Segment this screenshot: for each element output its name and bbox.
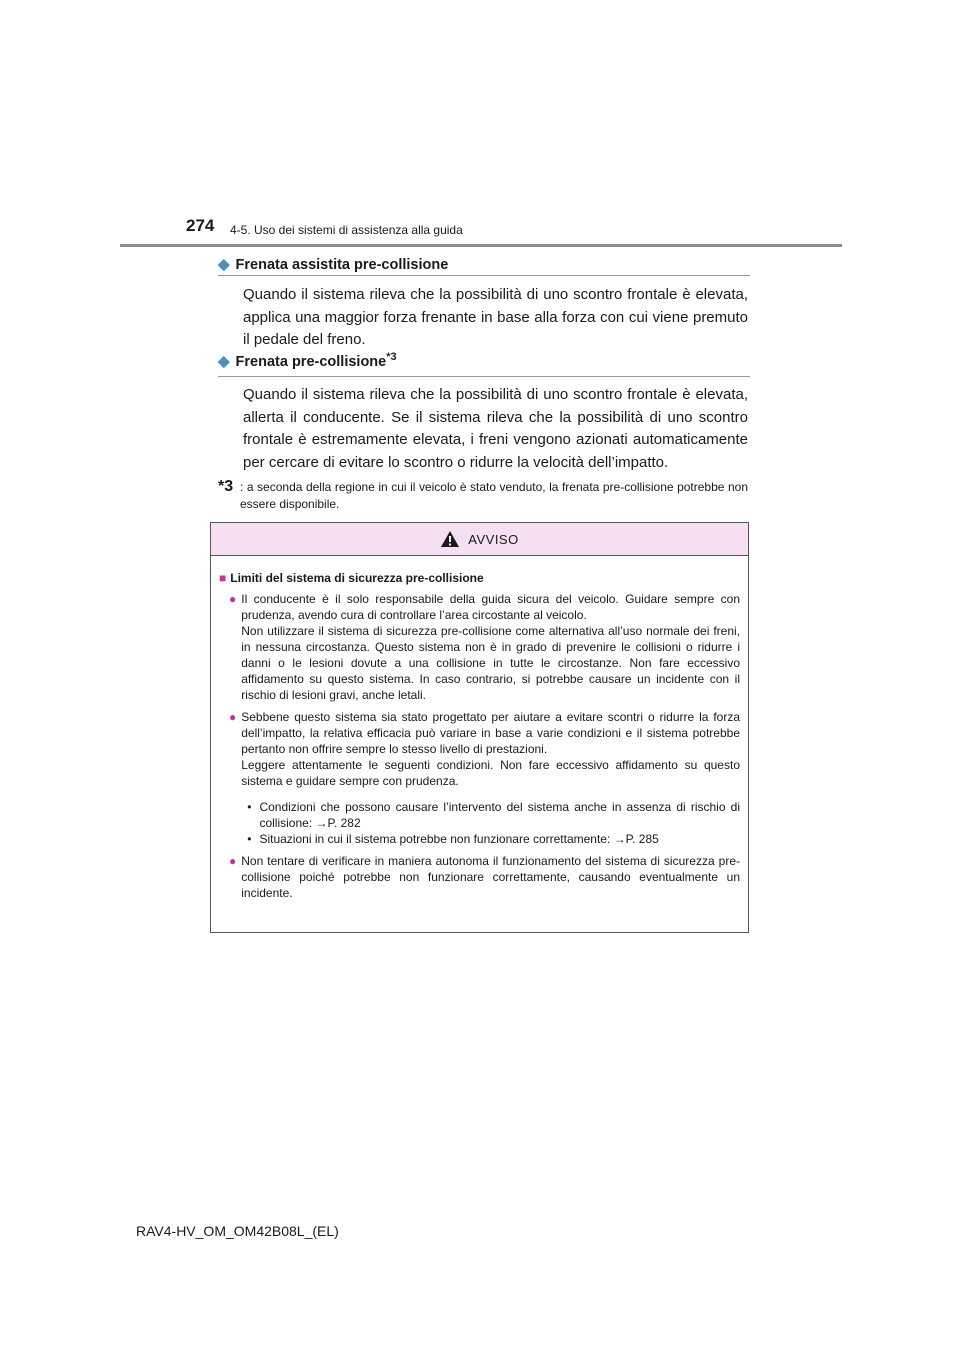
- warning-item: [229, 709, 740, 847]
- section-heading: [218, 352, 750, 370]
- circle-bullet-icon: ●: [229, 710, 237, 724]
- section-title: 4-5. Uso dei sistemi di assistenza alla guida: [230, 223, 463, 237]
- bullet-text: Condizioni che possono causare l’intervento del sistema anche in assenza di rischio di collisione: →P. 282: [259, 800, 740, 830]
- heading-rule: [218, 376, 750, 377]
- bullet-text: Situazioni in cui il sistema potrebbe non funzionare correttamente: →P. 285: [259, 832, 659, 846]
- warning-paragraph: Non utilizzare il sistema di sicurezza pre-collisione come alternativa all’uso normale dei freni, in nessuna circostanza. Questo sistema non è in grado di prevenire le collisioni o ridurre i danni o le lesioni dovute a una collisione in tutte le circostanze. Non fare eccessivo affidamento su questo sistema. In caso contrario, si potrebbe causare un incidente con il rischio di lesioni gravi, anche letali.: [241, 624, 740, 702]
- warning-title: AVVISO: [468, 531, 519, 547]
- warning-paragraph: Leggere attentamente le seguenti condizioni. Non fare eccessivo affidamento su questo sistema e guidare sempre con prudenza.: [241, 758, 740, 788]
- square-bullet-icon: ■: [219, 571, 227, 585]
- warning-item-text: [241, 709, 740, 847]
- warning-subheading-label: Limiti del sistema di sicurezza pre-collisione: [230, 571, 484, 585]
- section-body: Quando il sistema rileva che la possibilità di uno scontro frontale è elevata, applica una maggior forza frenante in base alla forza con cui viene premuto il pedale del freno.: [243, 286, 748, 348]
- warning-paragraph: Il conducente è il solo responsabile della guida sicura del veicolo. Guidare sempre con prudenza, avendo cura di controllare l’area circostante al veicolo.: [241, 592, 740, 622]
- warning-header: [211, 523, 748, 556]
- warning-item-text: [241, 591, 740, 703]
- heading-rule: [218, 275, 750, 276]
- page-number: 274: [186, 216, 215, 235]
- section-body: Quando il sistema rileva che la possibilità di uno scontro frontale è elevata, allerta il conducente. Se il sistema rileva che la possibilità di uno scontro frontale è estremamente elevata, i freni vengono azionati automaticamente per cercare di evitare lo scontro o ridurre la velocità dell’impatto.: [243, 386, 748, 471]
- warning-subheading: [219, 570, 740, 586]
- section-heading-label: Frenata assistita pre-collisione: [235, 257, 449, 273]
- footnote: [218, 478, 748, 513]
- document-code: RAV4-HV_OM_OM42B08L_(EL): [136, 1223, 339, 1239]
- circle-bullet-icon: ●: [229, 854, 237, 868]
- footnote-text: : a seconda della regione in cui il veicolo è stato venduto, la frenata pre-collisione potrebbe non essere disponibile.: [240, 480, 748, 511]
- diamond-icon: ◆: [218, 256, 230, 273]
- section-heading-label: Frenata pre-collisione: [235, 354, 387, 370]
- circle-bullet-icon: ●: [229, 592, 237, 606]
- warning-triangle-icon: [440, 530, 460, 548]
- header-rule: [120, 244, 842, 247]
- warning-item: [229, 591, 740, 703]
- warning-box: [210, 522, 749, 933]
- warning-item-text: [241, 853, 740, 901]
- footnote-mark: *3: [218, 478, 234, 495]
- list-item: • Condizioni che possono causare l’intervento del sistema anche in assenza di rischio di collisione: →P. 282: [247, 800, 740, 830]
- section-heading: [218, 255, 750, 273]
- list-item: • Situazioni in cui il sistema potrebbe non funzionare correttamente: →P. 285: [247, 832, 659, 846]
- warning-paragraph: Sebbene questo sistema sia stato progettato per aiutare a evitare scontri o ridurre la forza dell’impatto, la relativa efficacia può variare in base a varie condizioni e il sistema potrebbe pertanto non offrire sempre lo stesso livello di prestazioni.: [241, 710, 740, 756]
- warning-content: [211, 556, 748, 901]
- footnote-reference: *3: [386, 351, 397, 364]
- diamond-icon: ◆: [218, 353, 230, 370]
- warning-item: [229, 853, 740, 901]
- warning-paragraph: Non tentare di verificare in maniera autonoma il funzionamento del sistema di sicurezza pre-collisione poiché potrebbe non funzionare correttamente, causando eventualmente un incidente.: [241, 854, 740, 900]
- warning-bullet-list: [241, 799, 740, 847]
